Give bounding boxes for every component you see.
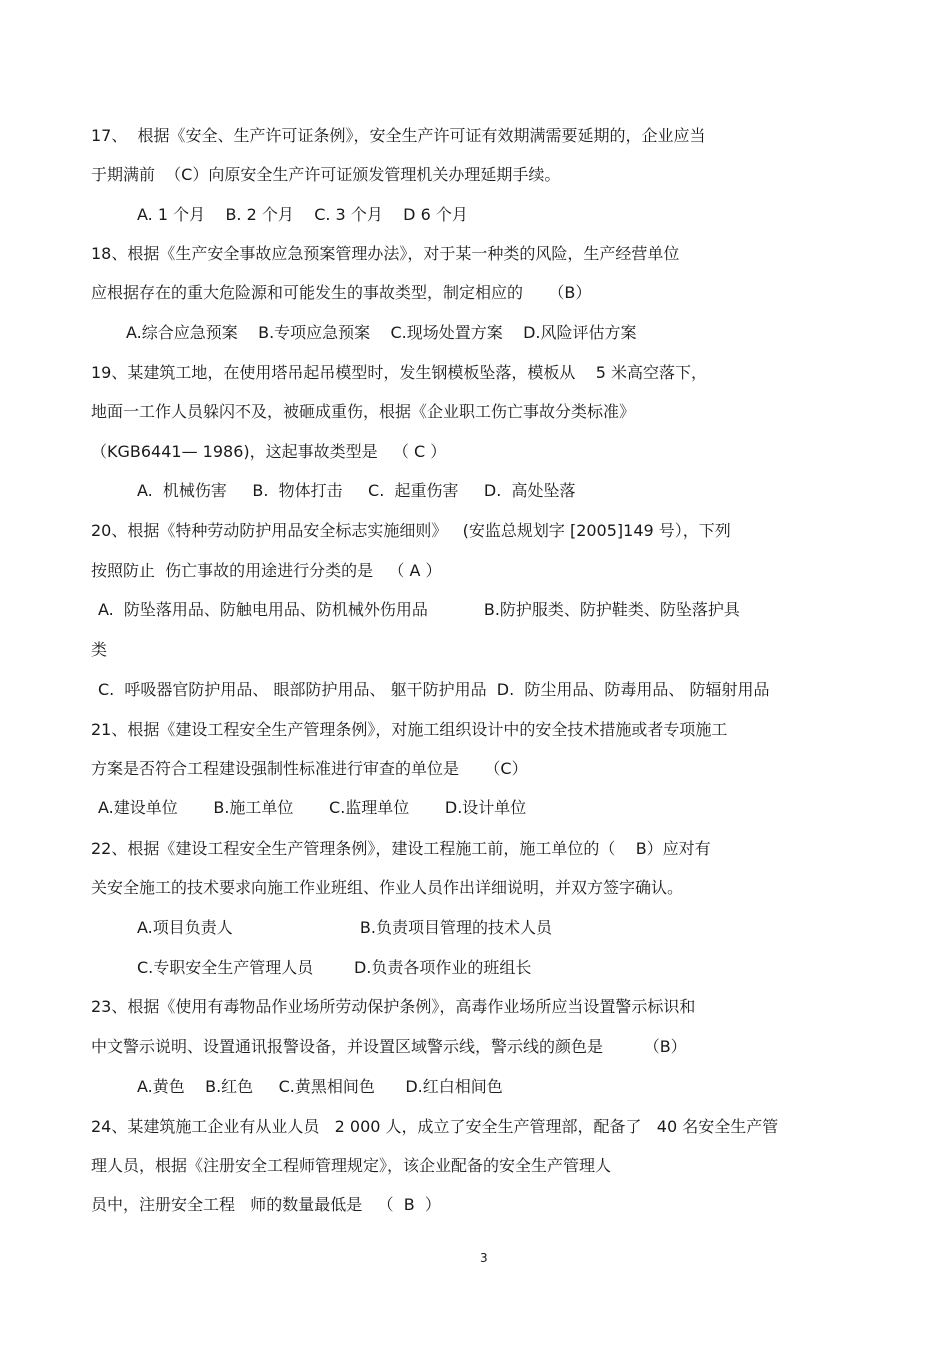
question-20-options-ab-wrap: 类	[91, 640, 108, 659]
question-22-line-1: 22、根据《建设工程安全生产管理条例》，建设工程施工前，施工单位的（ B）应对有	[91, 839, 711, 858]
question-23-options: A.黄色 B.红色 C.黄黑相间色 D.红白相间色	[137, 1077, 503, 1096]
question-23-line-1: 23、根据《使用有毒物品作业场所劳动保护条例》，高毒作业场所应当设置警示标识和	[91, 997, 696, 1016]
question-19-line-2: 地面一工作人员躲闪不及，被砸成重伤，根据《企业职工伤亡事故分类标准》	[91, 402, 636, 421]
question-20-options-cd: C. 呼吸器官防护用品、 眼部防护用品、 躯干防护用品 D. 防尘用品、防毒用品、 防辐射用品	[98, 680, 770, 699]
page-number: 3	[480, 1251, 488, 1265]
question-18-options: A.综合应急预案 B.专项应急预案 C.现场处置方案 D.风险评估方案	[126, 323, 637, 342]
question-20-line-2: 按照防止 伤亡事故的用途进行分类的是 （ A ）	[91, 561, 442, 580]
question-24-line-3: 员中，注册安全工程 师的数量最低是 （ B ）	[91, 1195, 441, 1214]
question-20-line-1: 20、根据《特种劳动防护用品安全标志实施细则》 (安监总规划字 [2005]149 号），下列	[91, 521, 731, 540]
question-17-line-1: 17、 根据《安全、生产许可证条例》，安全生产许可证有效期满需要延期的，企业应当	[91, 126, 706, 145]
question-21-line-1: 21、根据《建设工程安全生产管理条例》，对施工组织设计中的安全技术措施或者专项施工	[91, 720, 728, 739]
question-19-line-1: 19、某建筑工地，在使用塔吊起吊模型时，发生钢模板坠落，模板从 5 米高空落下，	[91, 363, 707, 382]
question-19-line-3: （KGB6441— 1986)，这起事故类型是 （ C ）	[91, 442, 447, 461]
question-17-options: A. 1 个月 B. 2 个月 C. 3 个月 D 6 个月	[137, 205, 468, 224]
question-21-options: A.建设单位 B.施工单位 C.监理单位 D.设计单位	[98, 798, 527, 817]
question-23-line-2: 中文警示说明、设置通讯报警设备，并设置区域警示线，警示线的颜色是 （B）	[91, 1037, 687, 1056]
question-19-options: A. 机械伤害 B. 物体打击 C. 起重伤害 D. 高处坠落	[137, 481, 576, 500]
question-22-options-cd: C.专职安全生产管理人员 D.负责各项作业的班组长	[137, 958, 532, 977]
question-24-line-2: 理人员，根据《注册安全工程师管理规定》，该企业配备的安全生产管理人	[91, 1156, 612, 1175]
question-21-line-2: 方案是否符合工程建设强制性标准进行审查的单位是 （C）	[91, 759, 528, 778]
question-18-line-1: 18、根据《生产安全事故应急预案管理办法》，对于某一种类的风险，生产经营单位	[91, 244, 680, 263]
question-22-line-2: 关安全施工的技术要求向施工作业班组、作业人员作出详细说明，并双方签字确认。	[91, 878, 684, 897]
question-24-line-1: 24、某建筑施工企业有从业人员 2 000 人，成立了安全生产管理部，配备了 40 名安全生产管	[91, 1117, 779, 1136]
question-22-options-ab: A.项目负责人 B.负责项目管理的技术人员	[137, 918, 552, 937]
question-17-line-2: 于期满前 （C）向原安全生产许可证颁发管理机关办理延期手续。	[91, 165, 561, 184]
question-18-line-2: 应根据存在的重大危险源和可能发生的事故类型，制定相应的 （B）	[91, 283, 592, 302]
question-20-options-ab: A. 防坠落用品、防触电用品、防机械外伤用品 B.防护服类、防护鞋类、防坠落护具	[98, 600, 740, 619]
